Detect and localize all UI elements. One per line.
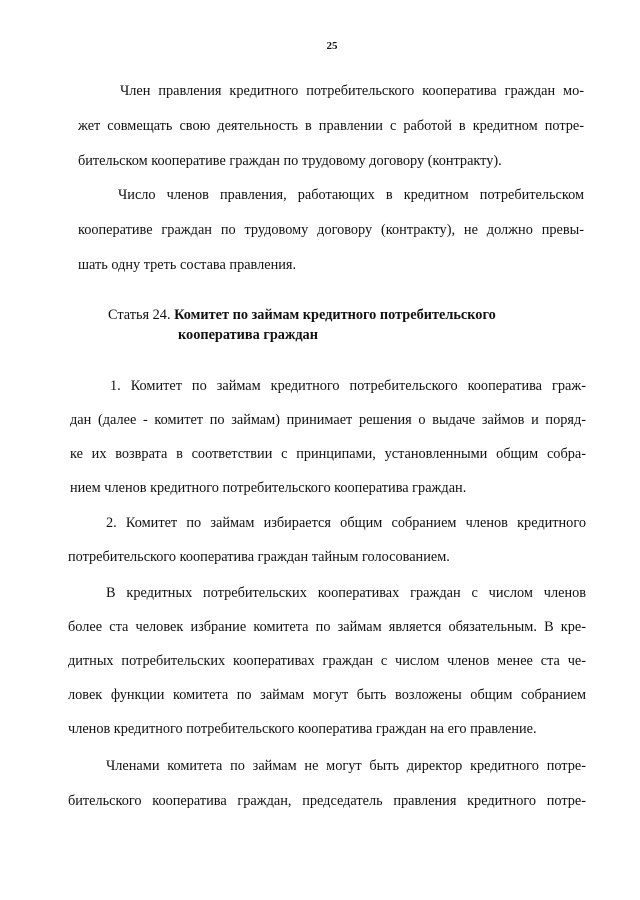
article-heading-cont	[178, 326, 318, 344]
paragraph-line: 2. Комитет по займам избирается общим собранием членов кредитного	[106, 515, 586, 531]
article-title: Комитет по займам кредитного потребительского	[174, 307, 496, 323]
paragraph-line: более ста человек избрание комитета по займам является обязательным. В кре-	[68, 619, 586, 635]
page-number: 25	[326, 40, 338, 52]
paragraph-line: бительского кооператива граждан, председатель правления кредитного потре-	[68, 793, 586, 809]
paragraph-line: Число членов правления, работающих в кредитном потребительском	[118, 187, 584, 203]
article-title-cont: кооператива граждан	[178, 327, 318, 343]
paragraph-line: бительском кооперативе граждан по трудовому договору (контракту).	[78, 153, 502, 169]
paragraph-line: дан (далее - комитет по займам) принимает решения о выдаче займов и поряд-	[70, 412, 586, 428]
paragraph-line: ке их возврата в соответствии с принципами, установленными общим собра-	[70, 446, 586, 462]
article-prefix: Статья 24.	[108, 307, 171, 323]
paragraph-line: ловек функции комитета по займам могут быть возложены общим собранием	[68, 687, 586, 703]
paragraph-line: жет совмещать свою деятельность в правлении с работой в кредитном потре-	[78, 118, 584, 134]
paragraph-line: В кредитных потребительских кооперативах граждан с числом членов	[106, 585, 586, 601]
paragraph-line: дитных потребительских кооперативах граждан с числом членов менее ста че-	[68, 653, 586, 669]
paragraph-line: 1. Комитет по займам кредитного потребительского кооператива граж-	[110, 378, 586, 394]
article-heading	[108, 306, 496, 324]
paragraph-line: шать одну треть состава правления.	[78, 257, 297, 273]
paragraph-line: членов кредитного потребительского кооператива граждан на его правление.	[68, 721, 537, 737]
paragraph-line: Членами комитета по займам не могут быть директор кредитного потре-	[106, 758, 586, 774]
paragraph-line: потребительского кооператива граждан тайным голосованием.	[68, 549, 450, 565]
paragraph-line: кооперативе граждан по трудовому договору (контракту), не должно превы-	[78, 222, 584, 238]
paragraph-line: Член правления кредитного потребительского кооператива граждан мо-	[120, 83, 584, 99]
paragraph-line: нием членов кредитного потребительского кооператива граждан.	[70, 480, 467, 496]
